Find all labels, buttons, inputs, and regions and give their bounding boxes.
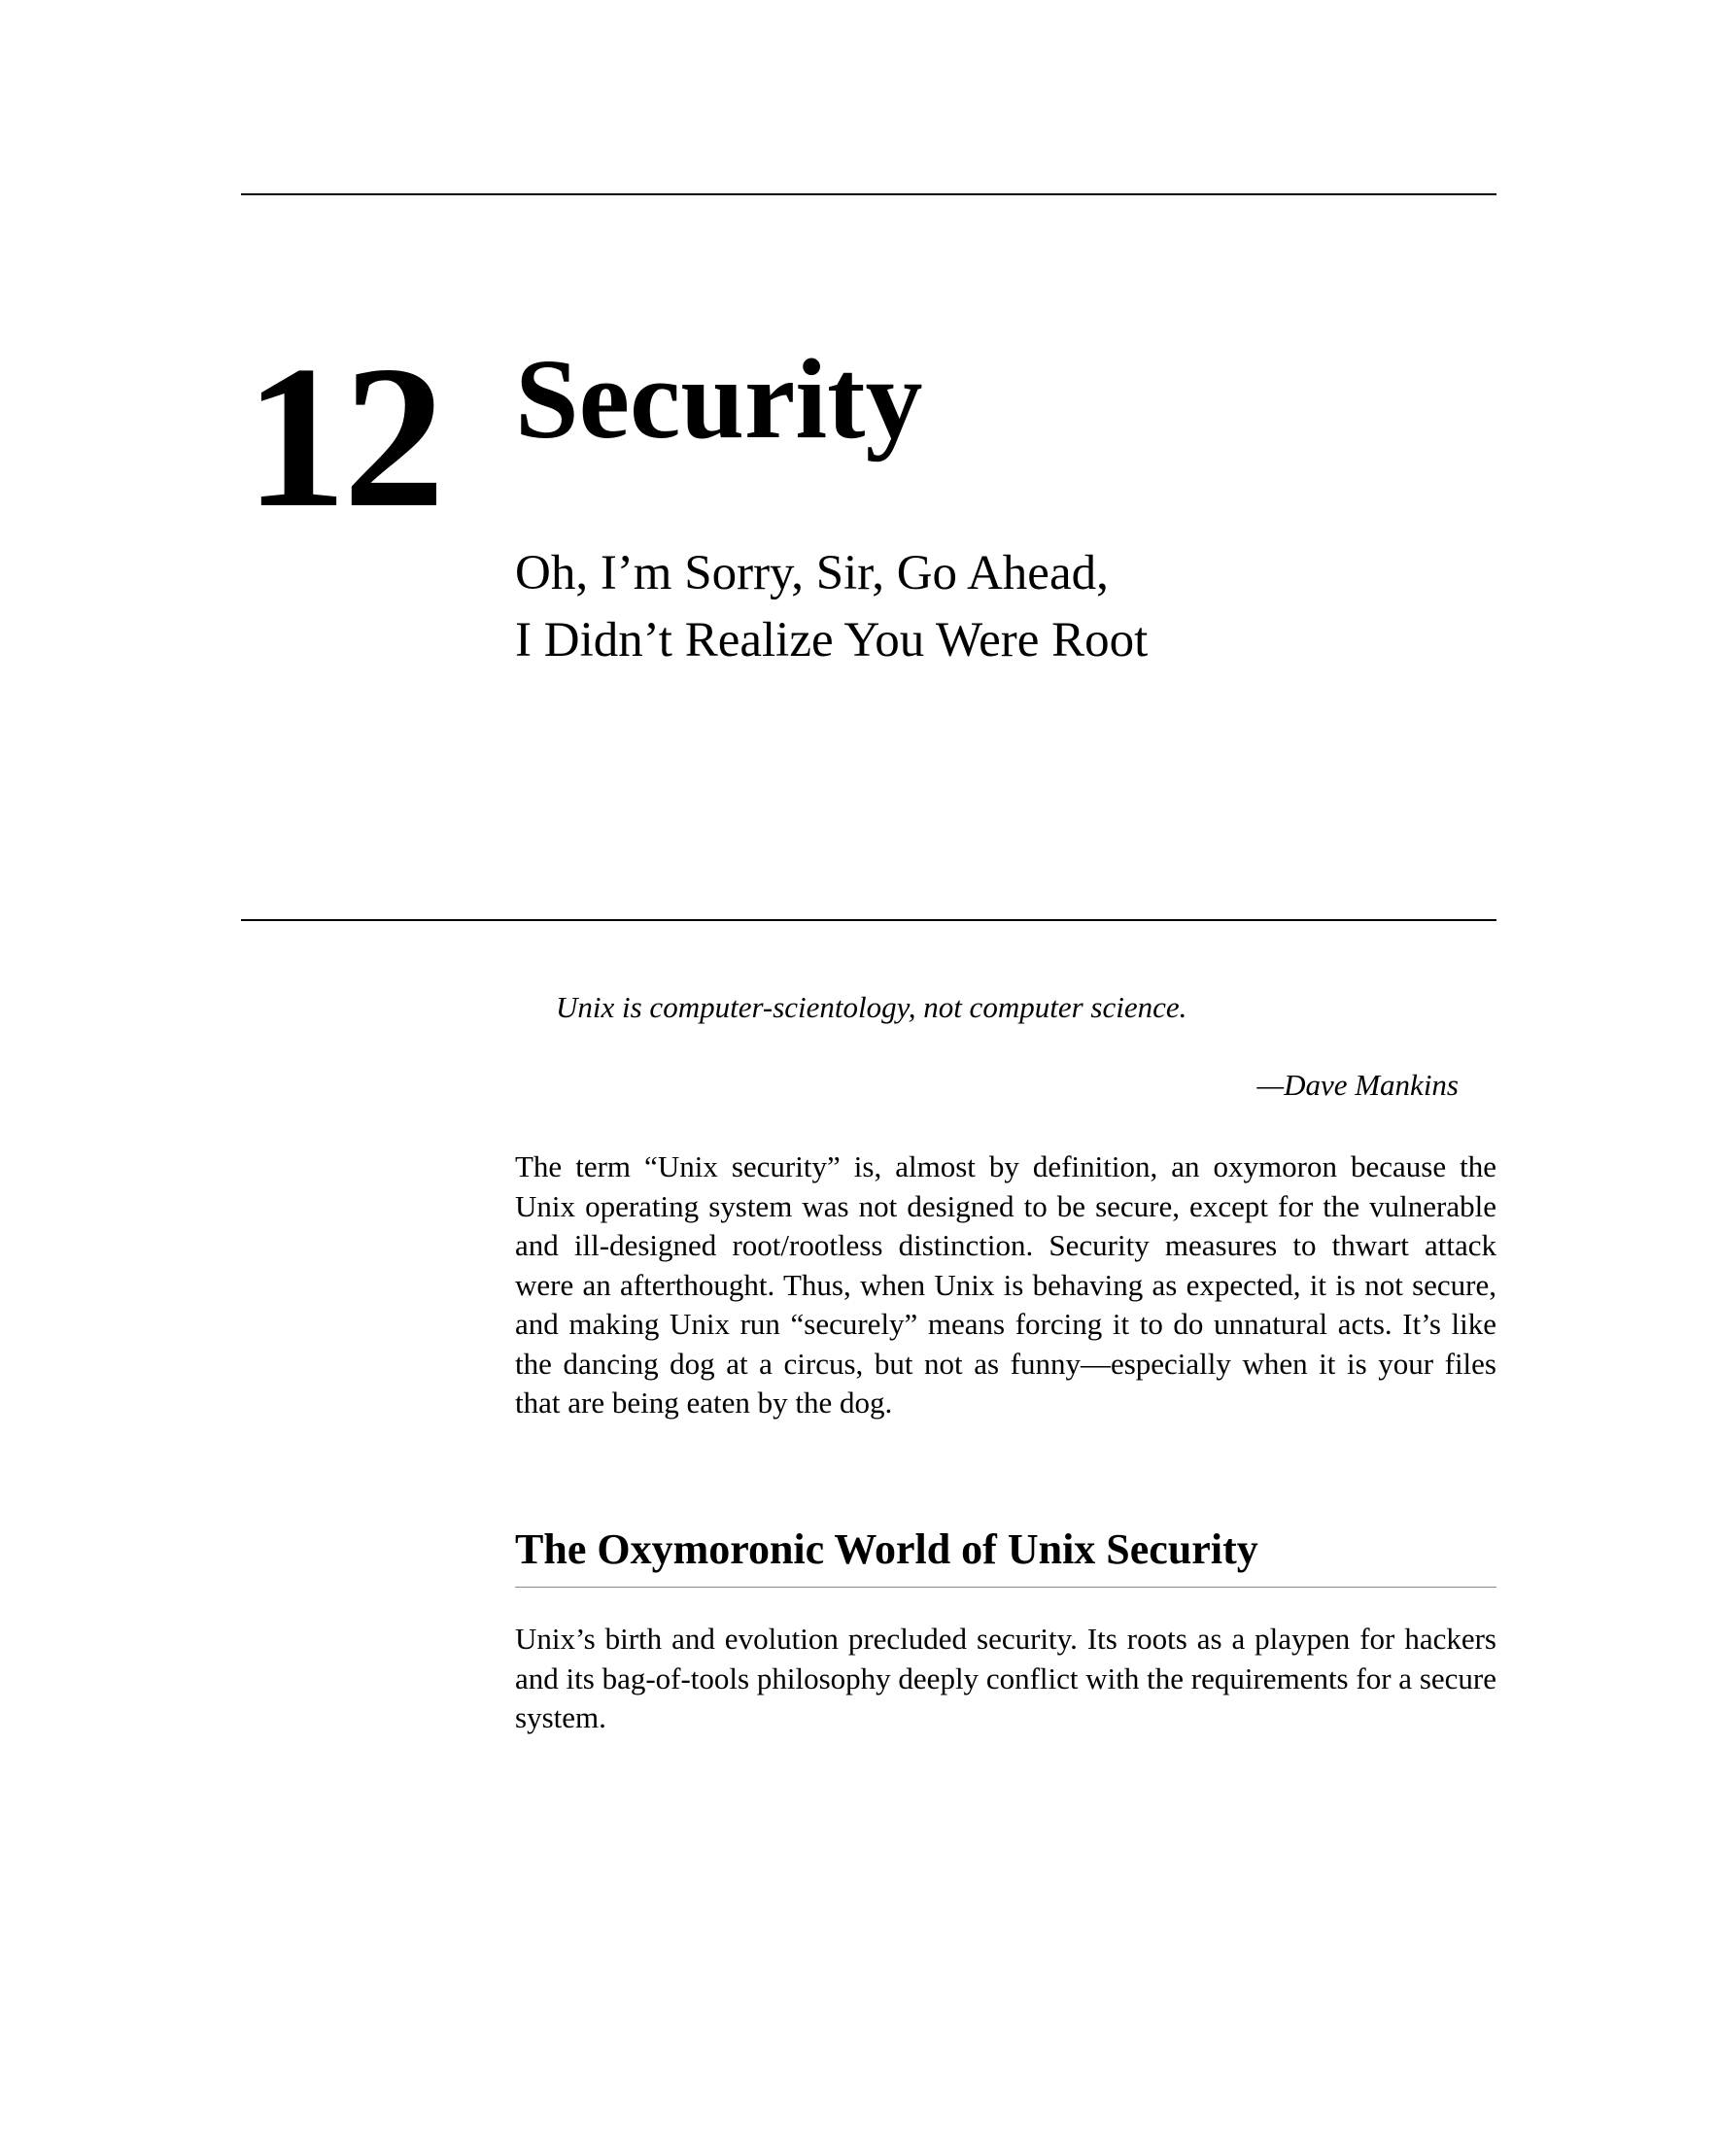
chapter-subtitle-line: I Didn’t Realize You Were Root [515, 613, 1149, 667]
chapter-header-rule [241, 919, 1496, 921]
epigraph-attribution: —Dave Mankins [1256, 1068, 1459, 1102]
chapter-number: 12 [245, 325, 441, 550]
chapter-subtitle [515, 540, 1148, 674]
section-heading-rule [515, 1587, 1496, 1588]
intro-paragraph: The term “Unix security” is, almost by definition, an oxymoron because the Unix operating system was not designed to be secure, except for the vulnerable and ill-designed root/rootless distinction. Security measures to thwart attack were an afterthought. Thus, when Unix is behaving as expected, it is not secure, and making Unix run “securely” means forcing it to do unnatural acts. It’s like the dancing dog at a circus, but not as funny—especially when it is your files that are being eaten by the dog. [515, 1149, 1496, 1420]
epigraph-quote: Unix is computer-scientology, not computer science. [556, 990, 1187, 1024]
chapter-title: Security [515, 335, 923, 462]
top-rule [241, 193, 1496, 195]
section-paragraph: Unix’s birth and evolution precluded security. Its roots as a playpen for hackers and its bag-of-tools philosophy deeply conflict with the requirements for a secure system. [515, 1622, 1496, 1734]
section-heading: The Oxymoronic World of Unix Security [515, 1525, 1258, 1573]
chapter-subtitle-line: Oh, I’m Sorry, Sir, Go Ahead, [515, 546, 1109, 600]
